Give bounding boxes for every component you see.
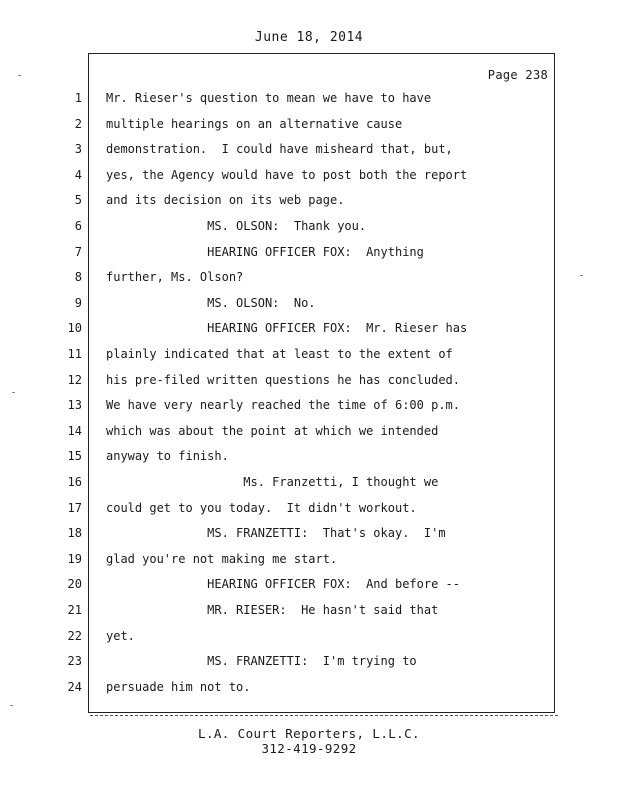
line-text: MS. FRANZETTI: I'm trying to [106,654,417,669]
transcript-line [0,600,618,620]
transcript-line [0,395,618,415]
line-number: 15 [67,449,82,464]
line-text: MS. OLSON: Thank you. [106,219,367,233]
line-text: plainly indicated that at least to the extent of [106,347,453,361]
line-text: MR. RIESER: He hasn't said that [106,603,439,617]
transcript-line [0,446,618,466]
line-text: MS. OLSON: No. [106,295,316,310]
transcript-date: June 18, 2014 [254,30,364,45]
line-text: further, Ms. Olson? [106,270,244,285]
line-number: 9 [74,295,82,310]
transcript-line [0,88,618,108]
transcript-line [0,626,618,646]
line-number: 2 [74,116,82,131]
line-text: yet. [106,628,135,643]
transcript-line [0,267,618,287]
line-number: 8 [74,270,82,285]
scan-speck [12,392,15,393]
line-text: HEARING OFFICER FOX: Anything [106,244,424,259]
line-text: multiple hearings on an alternative cause [106,116,403,131]
scan-speck [580,275,583,276]
line-number: 14 [67,423,82,438]
line-text: HEARING OFFICER FOX: Mr. Rieser has [106,321,468,336]
transcript-line [0,293,618,313]
line-number: 17 [67,500,82,515]
transcript-line [0,114,618,134]
transcript-line [0,370,618,390]
line-text: Mr. Rieser's question to mean we have to have [106,91,432,105]
line-text: which was about the point at which we intended [106,423,439,438]
line-text: his pre-filed written questions he has concluded. [106,372,461,387]
line-text: could get to you today. It didn't workout. [106,500,417,515]
transcript-line [0,498,618,518]
transcript-line [0,523,618,543]
transcript-line [0,421,618,441]
line-text: yes, the Agency would have to post both the report [106,167,468,182]
reporter-company: L.A. Court Reporters, L.L.C. [198,726,420,741]
scan-speck [18,75,21,76]
line-number: 16 [67,475,82,489]
transcript-line [0,190,618,210]
transcript-line [0,549,618,569]
line-number: 22 [67,628,82,643]
line-number: 19 [67,551,82,566]
transcript-line [0,677,618,697]
line-number: 12 [67,372,82,387]
scan-speck [10,705,13,706]
reporter-phone: 312-419-9292 [261,741,357,756]
transcript-line [0,242,618,262]
transcript-line [0,344,618,364]
line-text: MS. FRANZETTI: That's okay. I'm [106,526,446,541]
line-text: HEARING OFFICER FOX: And before -- [106,577,461,592]
transcript-line [0,651,618,671]
frame-bottom-rule [90,715,558,716]
line-text: glad you're not making me start. [106,551,338,566]
line-text: demonstration. I could have misheard that, but, [106,142,453,157]
line-number: 1 [74,91,82,105]
line-text: We have very nearly reached the time of 6:00 p.m. [106,398,461,413]
line-number: 18 [67,526,82,541]
line-text: Ms. Franzetti, I thought we [106,475,439,489]
transcript-line [0,216,618,236]
transcript-line [0,318,618,338]
line-number: 11 [67,347,82,361]
line-number: 24 [67,679,82,694]
transcript-line [0,472,618,492]
transcript-line [0,165,618,185]
line-number: 21 [67,603,82,617]
transcript-line [0,139,618,159]
line-number: 10 [67,321,82,336]
line-number: 4 [74,167,82,182]
line-number: 20 [67,577,82,592]
line-number: 13 [67,398,82,413]
line-text: and its decision on its web page. [106,193,345,208]
line-text: anyway to finish. [106,449,229,464]
line-text: persuade him not to. [106,679,251,694]
line-number: 5 [74,193,82,208]
line-number: 6 [74,219,82,233]
line-number: 23 [67,654,82,669]
line-number: 7 [74,244,82,259]
page-number-label: Page 238 [487,68,548,82]
transcript-line [0,574,618,594]
line-number: 3 [74,142,82,157]
